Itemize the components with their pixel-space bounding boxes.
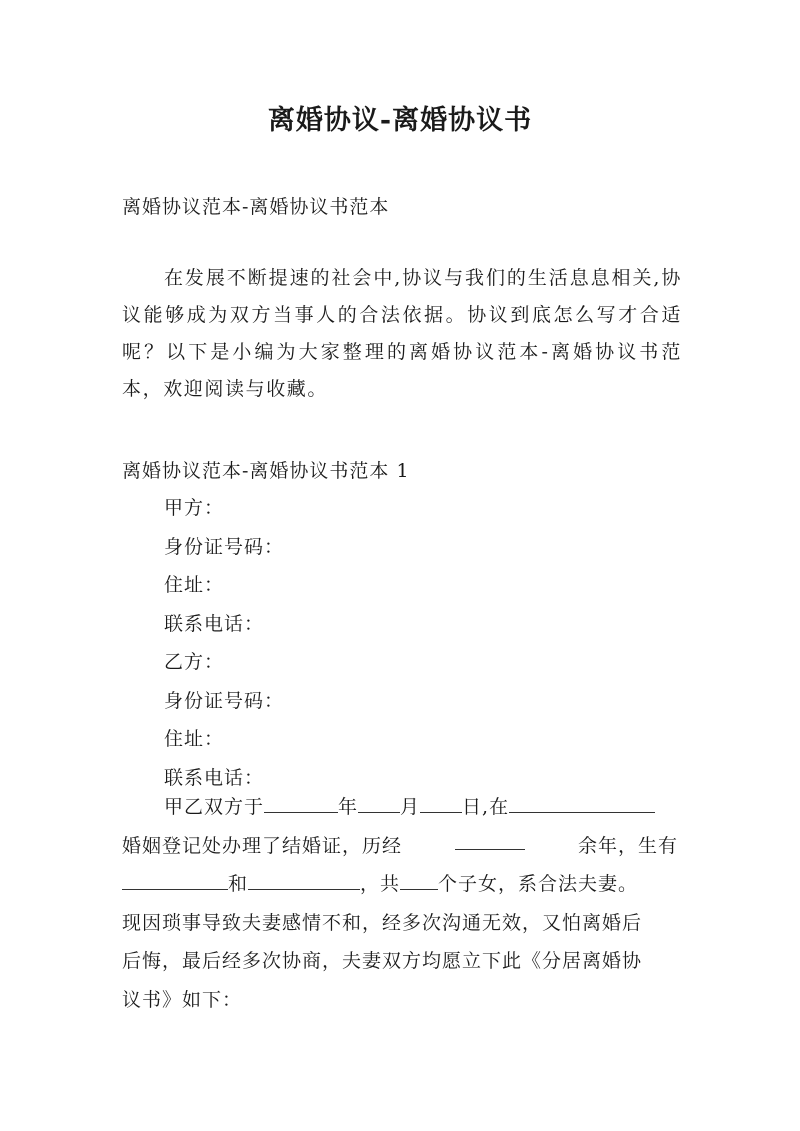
field-party-a: 甲方： — [164, 497, 225, 519]
paragraph-line — [122, 865, 678, 904]
blank-field-child-2 — [248, 867, 360, 890]
paragraph-line — [122, 827, 678, 866]
paragraph-line: 后悔，最后经多次协商，夫妻双方均愿立下此《分居离婚协 — [122, 950, 643, 972]
party-fields — [164, 489, 284, 797]
blank-field-year — [264, 790, 338, 813]
blank-field-month — [358, 790, 400, 813]
field-party-b-address: 住址： — [164, 728, 225, 750]
paragraph-text: 年 — [338, 796, 359, 818]
paragraph-line: 现因琐事导致夫妻感情不和，经多次沟通无效，又怕离婚后 — [122, 911, 643, 934]
field-party-a-phone: 联系电话： — [164, 612, 265, 635]
blank-field-place — [509, 790, 655, 813]
blank-field-day — [420, 790, 462, 813]
blank-field-child-count — [400, 867, 438, 890]
agreement-paragraph — [122, 788, 678, 1019]
intro-paragraph: 在发展不断提速的社会中,协议与我们的生活息息相关,协议能够成为双方当事人的合法依据。协议到底怎么写才合适呢？以下是小编为大家整理的离婚协议范本-离婚协议书范本，欢迎阅读与收藏。 — [122, 267, 682, 400]
field-party-b-phone: 联系电话： — [164, 766, 265, 789]
paragraph-text: 个子女，系合法夫妻。 — [438, 873, 639, 895]
paragraph-text: 婚姻登记处办理了结婚证，历经 — [122, 834, 403, 857]
paragraph-text: 和 — [228, 873, 249, 895]
field-party-a-id: 身份证号码： — [164, 535, 285, 558]
field-party-b-id: 身份证号码： — [164, 689, 285, 712]
paragraph-text: ，共 — [360, 873, 401, 895]
paragraph-text: 月 — [400, 796, 421, 818]
document-title: 离婚协议-离婚协议书 — [267, 105, 533, 136]
blank-field-years — [455, 827, 525, 850]
document-subtitle: 离婚协议范本-离婚协议书范本 — [122, 196, 390, 218]
paragraph-line: 议书》如下： — [122, 988, 243, 1011]
paragraph-text: 余年，生有 — [577, 834, 678, 857]
field-party-a-address: 住址： — [164, 574, 225, 596]
paragraph-text: 日,在 — [462, 796, 510, 818]
paragraph-text: 甲乙双方于 — [164, 796, 265, 818]
section-title: 离婚协议范本-离婚协议书范本 1 — [122, 460, 410, 482]
paragraph-line — [122, 788, 678, 827]
field-party-b: 乙方： — [164, 651, 225, 673]
blank-field-child-1 — [122, 867, 228, 890]
